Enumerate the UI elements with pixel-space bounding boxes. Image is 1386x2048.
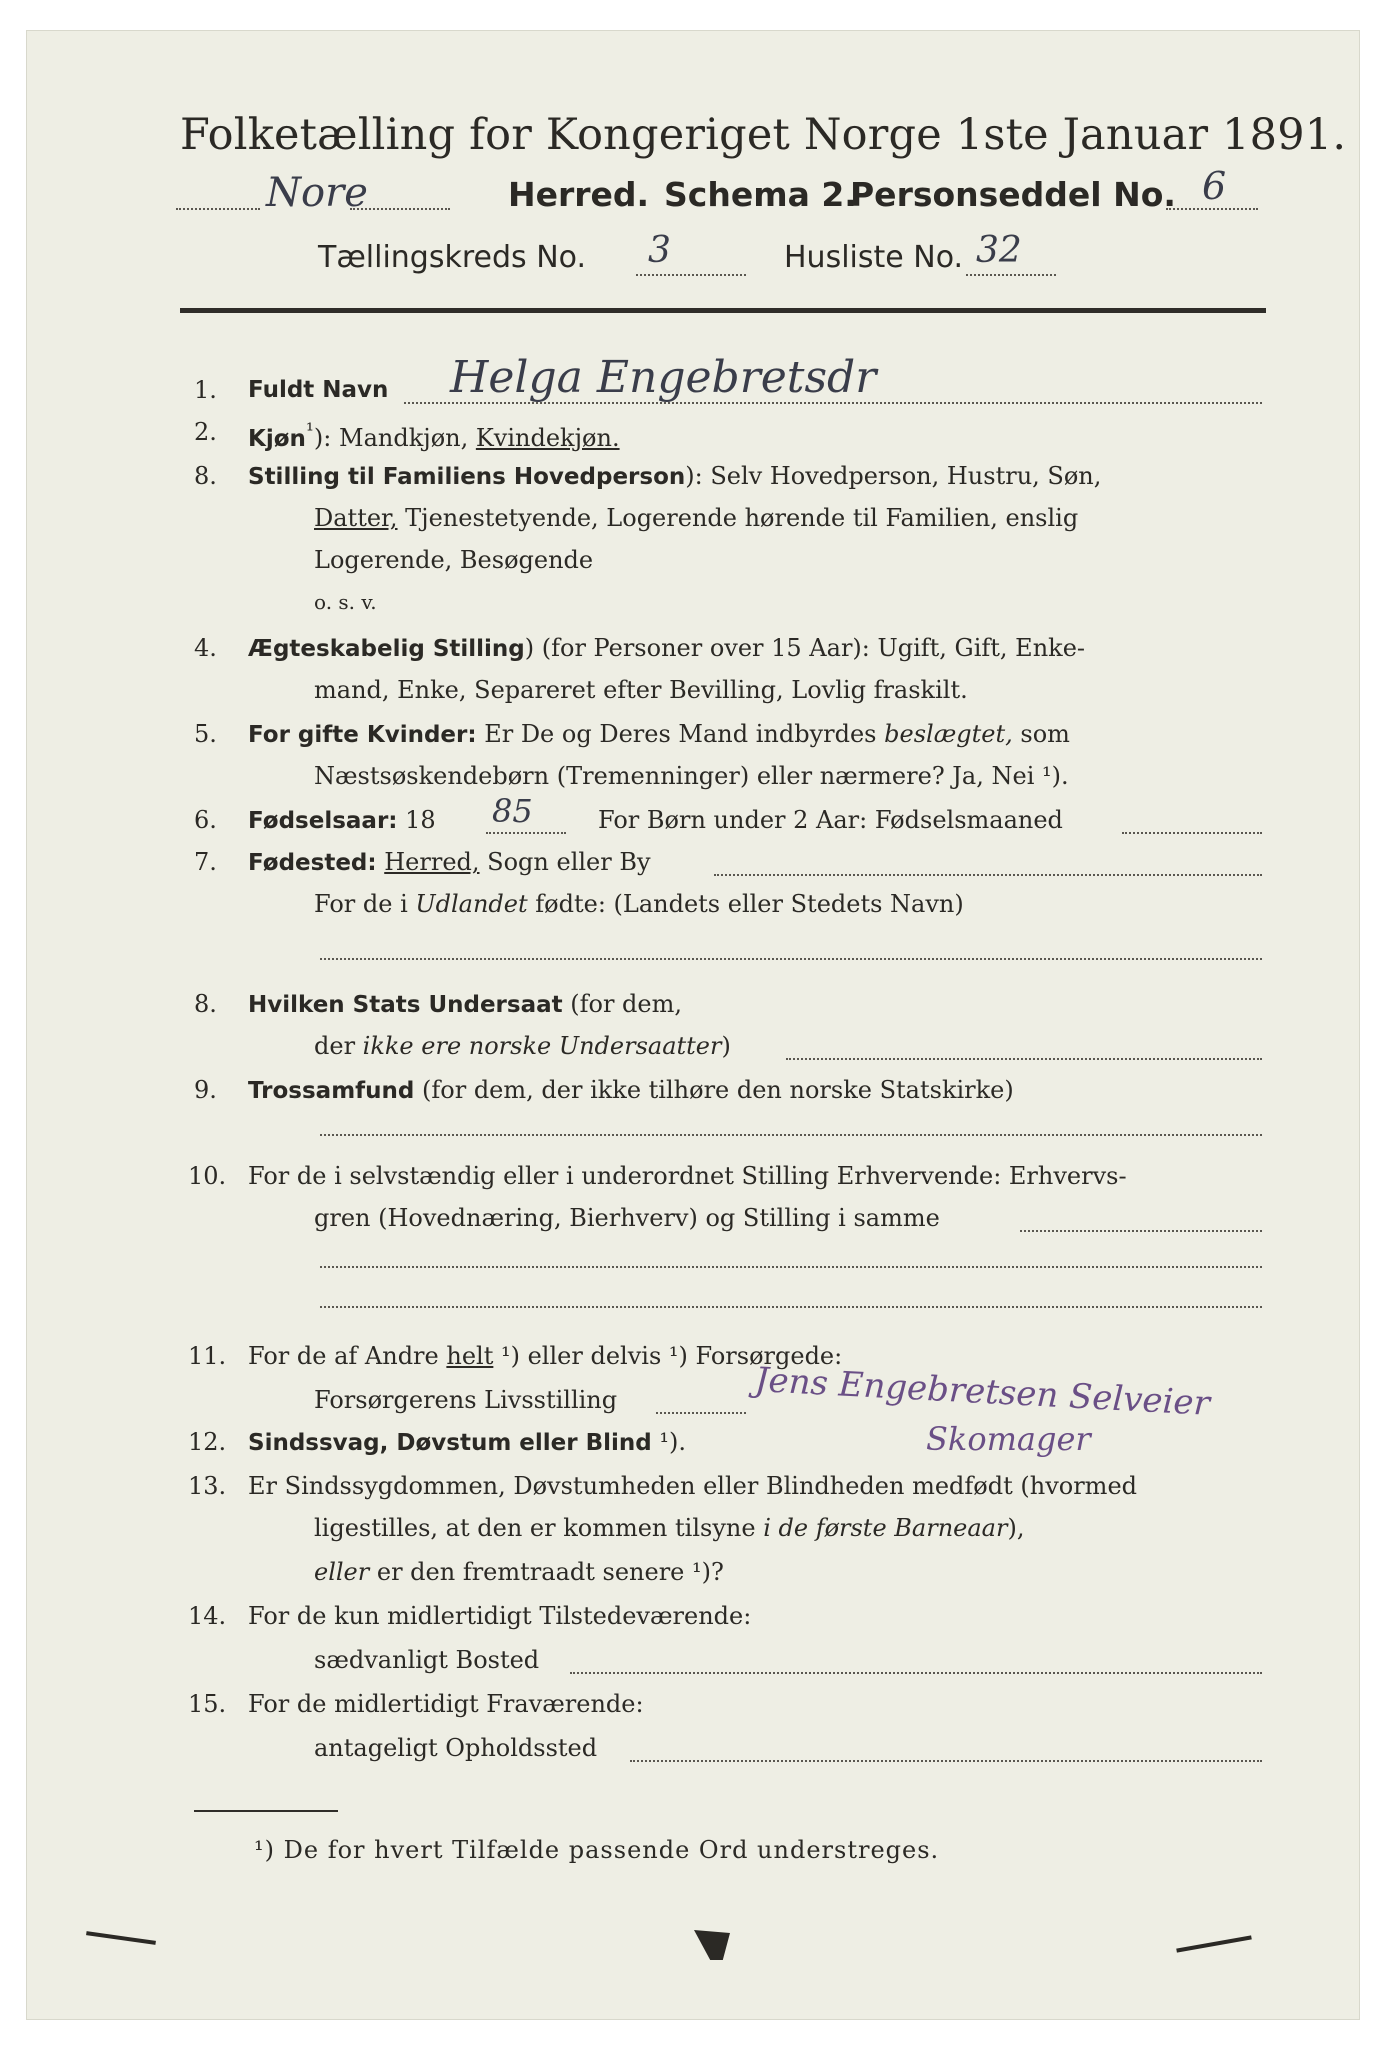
q6-year-value: 85 bbox=[492, 792, 533, 830]
q13-line2b: i de første Barneaar bbox=[763, 1514, 1008, 1542]
q4-label: Ægteskabelig Stilling bbox=[248, 636, 525, 662]
q8-line2a: der bbox=[314, 1032, 363, 1060]
q3-selected-option: Datter, bbox=[314, 504, 398, 532]
q7-line1 bbox=[248, 848, 651, 876]
q8-label: Hvilken Stats Undersaat bbox=[248, 992, 563, 1018]
q7-line2c: fødte: (Landets eller Stedets Navn) bbox=[527, 890, 964, 918]
q10-rest1: Erhvervs- bbox=[1001, 1162, 1127, 1190]
q13-line3b: er den fremtraadt senere ¹)? bbox=[369, 1558, 724, 1586]
q8-line2b: ikke ere norske Undersaatter bbox=[362, 1032, 722, 1060]
q1-number: 1. bbox=[194, 376, 217, 404]
q6-prefix: 18 bbox=[397, 806, 436, 834]
q11-number: 11. bbox=[188, 1342, 227, 1370]
q6-line bbox=[248, 806, 436, 834]
kreds-label: Tællingskreds No. bbox=[318, 240, 586, 275]
q2-sup: ¹ bbox=[305, 418, 314, 442]
q9-number: 9. bbox=[194, 1076, 217, 1104]
q6-rest: For Børn under 2 Aar: Fødselsmaaned bbox=[598, 806, 1063, 834]
husliste-label: Husliste No. bbox=[784, 240, 964, 275]
q7-number: 7. bbox=[194, 848, 217, 876]
q11-selected-option: helt bbox=[446, 1342, 494, 1370]
q13-line3 bbox=[314, 1558, 724, 1586]
q10-number: 10. bbox=[188, 1162, 227, 1190]
footnote-text: ¹) De for hvert Tilfælde passende Ord understreges. bbox=[254, 1836, 940, 1864]
q6-label: Fødselsaar: bbox=[248, 808, 398, 834]
q9-rest: (for dem, der ikke tilhøre den norske Statskirke) bbox=[414, 1076, 1014, 1104]
q12-number: 12. bbox=[188, 1428, 227, 1456]
q14-label: For de kun midlertidigt Tilstedeværende: bbox=[248, 1602, 752, 1630]
q3-line2 bbox=[314, 504, 1078, 532]
personseddel-value: 6 bbox=[1202, 164, 1227, 208]
q3-number: 8. bbox=[194, 462, 217, 490]
q8-number: 8. bbox=[194, 990, 217, 1018]
q7-label: Fødested: bbox=[248, 850, 377, 876]
q5-line2: Næstsøskendebørn (Tremenninger) eller nærmere? Ja, Nei ¹). bbox=[314, 762, 1069, 790]
q2-label: Kjøn bbox=[248, 426, 306, 452]
q12-occupation-value: Skomager bbox=[926, 1420, 1091, 1458]
q4-number: 4. bbox=[194, 634, 217, 662]
q14-number: 14. bbox=[188, 1602, 227, 1630]
q3-line1 bbox=[248, 462, 1101, 490]
q13-line2 bbox=[314, 1514, 1024, 1542]
q12-label: Sindssvag, Døvstum eller Blind bbox=[248, 1430, 652, 1456]
q1-name-value: Helga Engebretsdr bbox=[450, 352, 877, 403]
scan-mark bbox=[1176, 1935, 1252, 1952]
q8-rest1: (for dem, bbox=[562, 990, 683, 1018]
q1-label: Fuldt Navn bbox=[248, 377, 389, 403]
q2-number: 2. bbox=[194, 418, 217, 446]
scan-mark bbox=[86, 1931, 156, 1945]
q5-rest1b: beslægtet, bbox=[884, 720, 1013, 748]
q10-line2: gren (Hovednæring, Bierhverv) og Stilling i samme bbox=[314, 1204, 940, 1232]
census-form-page bbox=[26, 30, 1360, 2020]
herred-value: Nore bbox=[266, 170, 368, 216]
q4-line1 bbox=[248, 634, 1085, 662]
personseddel-label: Personseddel No. bbox=[850, 175, 1176, 214]
schema-label: Schema 2. bbox=[664, 175, 857, 214]
q5-rest1a: Er De og Deres Mand indbyrdes bbox=[476, 720, 885, 748]
q11-line1 bbox=[248, 1342, 842, 1370]
q8-line1 bbox=[248, 990, 682, 1018]
q11-line2: Forsørgerens Livsstilling bbox=[314, 1386, 618, 1414]
herred-label: Herred. bbox=[508, 175, 650, 214]
footnote-rule bbox=[194, 1810, 338, 1812]
q8-line2c: ) bbox=[721, 1032, 731, 1060]
q5-rest1c: som bbox=[1012, 720, 1070, 748]
husliste-value: 32 bbox=[976, 230, 1022, 271]
q3-line3: Logerende, Besøgende bbox=[314, 546, 594, 574]
q13-line1 bbox=[248, 1472, 1137, 1500]
scan-mark bbox=[694, 1930, 730, 1960]
q2-line bbox=[248, 418, 620, 452]
q7-rest1: Sogn eller By bbox=[479, 848, 651, 876]
q3-rest2: Tjenestetyende, Logerende hørende til Familien, enslig bbox=[397, 504, 1079, 532]
q13-line3a: eller bbox=[314, 1558, 370, 1586]
q15-label: For de midlertidigt Fraværende: bbox=[248, 1690, 644, 1718]
q15-number: 15. bbox=[188, 1690, 227, 1718]
q8-line2 bbox=[314, 1032, 731, 1060]
q14-line2: sædvanligt Bosted bbox=[314, 1646, 540, 1674]
q5-label: For gifte Kvinder: bbox=[248, 722, 477, 748]
q13-line2c: ), bbox=[1007, 1514, 1025, 1542]
q9-label: Trossamfund bbox=[248, 1078, 415, 1104]
q15-line2: antageligt Opholdssted bbox=[314, 1734, 598, 1762]
q2-rest: ): Mandkjøn, bbox=[313, 424, 476, 452]
q12-line bbox=[248, 1428, 686, 1456]
q7-line2b: Udlandet bbox=[415, 890, 528, 918]
q4-line2: mand, Enke, Separeret efter Bevilling, Lovlig fraskilt. bbox=[314, 676, 968, 704]
header-rule bbox=[180, 308, 1266, 313]
q13-rest1: (hvormed bbox=[1012, 1472, 1138, 1500]
q3-rest1: ): Selv Hovedperson, Hustru, Søn, bbox=[685, 462, 1102, 490]
q9-line bbox=[248, 1076, 1014, 1104]
kreds-value: 3 bbox=[648, 230, 671, 271]
form-title: Folketælling for Kongeriget Norge 1ste Januar 1891. bbox=[180, 110, 1347, 160]
q3-line4: o. s. v. bbox=[314, 590, 377, 614]
q10-label: For de i selvstændig eller i underordnet Stilling Erhvervende: bbox=[248, 1162, 1002, 1190]
q10-line1 bbox=[248, 1162, 1127, 1190]
q11-label2: ¹) eller delvis ¹) Forsørgede: bbox=[493, 1342, 843, 1370]
q7-line2a: For de i bbox=[314, 890, 416, 918]
q5-number: 5. bbox=[194, 720, 217, 748]
q7-selected-option: Herred, bbox=[384, 848, 480, 876]
q12-rest: ¹). bbox=[651, 1428, 687, 1456]
q6-number: 6. bbox=[194, 806, 217, 834]
q13-label: Er Sindssygdommen, Døvstumheden eller Blindheden medfødt bbox=[248, 1472, 1013, 1500]
q3-label: Stilling til Familiens Hovedperson bbox=[248, 464, 686, 490]
q11-label1: For de af Andre bbox=[248, 1342, 447, 1370]
q13-line2a: ligestilles, at den er kommen tilsyne bbox=[314, 1514, 764, 1542]
q5-line1 bbox=[248, 720, 1070, 748]
q2-selected-option: Kvindekjøn. bbox=[475, 424, 620, 452]
q13-number: 13. bbox=[188, 1472, 227, 1500]
q7-line2 bbox=[314, 890, 964, 918]
q4-rest1: ) (for Personer over 15 Aar): Ugift, Gift, Enke- bbox=[524, 634, 1086, 662]
q11-provider-value: Jens Engebretsen Selveier bbox=[753, 1360, 1211, 1424]
